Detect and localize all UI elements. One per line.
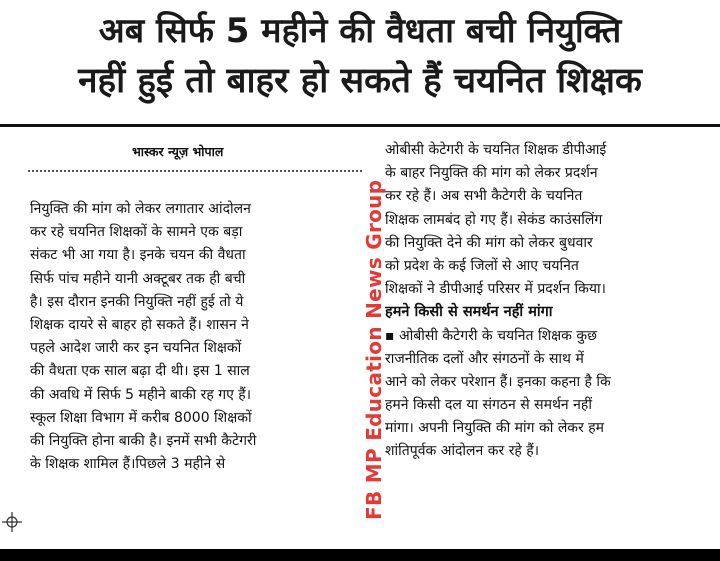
body-line: की वैधता एक साल बढ़ा दी थी। इस 1 साल: [30, 363, 250, 380]
body-line: राजनीतिक दलों और संगठनों के साथ में: [385, 350, 584, 367]
body-line: शांतिपूर्वक आंदोलन कर रहे हैं।: [385, 443, 540, 460]
body-line: ओबीसी केटेगरी के चयनित शिक्षक डीपीआई: [385, 142, 607, 158]
headline-line-2: नहीं हुई तो बाहर हो सकते हैं चयनित शिक्षक: [78, 61, 642, 101]
body-line: शिक्षकों ने डीपीआई परिसर में प्रदर्शन किया।: [385, 281, 606, 298]
body-line: नियुक्ति की मांग को लेकर लगातार आंदोलन: [30, 201, 251, 217]
body-line: की नियुक्ति होना बाकी है। इनमें सभी कैटेगरी: [30, 432, 257, 449]
body-line: सिर्फ पांच महीने यानी अक्टूबर तक ही बची: [30, 270, 246, 287]
body-line: के बाहर नियुक्ति की मांग को लेकर प्रदर्शन: [385, 165, 598, 182]
body-line: की अवधि में सिर्फ 5 महीने बाकी रह गए हैं।: [30, 386, 252, 403]
body-line: हमने किसी दल या संगठन से समर्थन नहीं: [385, 397, 592, 414]
byline: भास्कर न्यूज़ भोपाल: [132, 144, 224, 159]
body-line: आने को लेकर परेशान हैं। इनका कहना है कि: [385, 373, 611, 390]
group-watermark: FB MP Education News Group: [362, 179, 386, 520]
headline-line-1: अब सिर्फ 5 महीने की वैधता बची नियुक्ति: [98, 11, 622, 51]
registration-mark-icon: [2, 512, 22, 532]
byline-dotted-rule: [28, 170, 362, 172]
section-subheading: हमने किसी से समर्थन नहीं मांगा: [385, 304, 553, 321]
right-column: [385, 139, 717, 464]
body-line: स्कूल शिक्षा विभाग में करीब 8000 शिक्षकों: [30, 409, 252, 426]
body-line: को प्रदेश के कई जिलों से आए चयनित: [385, 257, 579, 274]
body-line: पहले आदेश जारी कर इन चयनित शिक्षकों: [30, 340, 242, 357]
body-line: की नियुक्ति देने की मांग को लेकर बुधवार: [385, 234, 593, 251]
bottom-border: [0, 549, 720, 561]
left-column: [30, 198, 366, 476]
body-line: है। इस दौरान इनकी नियुक्ति नहीं हुई तो ये: [30, 293, 244, 310]
headline-divider: [0, 124, 720, 127]
body-line: ▪ ओबीसी कैटेगरी के चयनित शिक्षक कुछ: [385, 327, 597, 344]
body-line: शिक्षक लामबंद हो गए हैं। सेकंड काउंसलिंग: [385, 211, 603, 228]
body-line: मांगा। अपनी नियुक्ति की मांग को लेकर हम: [385, 420, 605, 437]
body-line: संकट भी आ गया है। इनके चयन की वैधता: [30, 247, 246, 264]
body-line: कर रहे हैं। अब सभी कैटेगरी के चयनित: [385, 188, 583, 205]
body-line: के शिक्षक शामिल हैं।पिछले 3 महीने से: [30, 456, 226, 473]
article-headline: [0, 6, 720, 106]
body-line: कर रहे चयनित शिक्षकों के सामने एक बड़ा: [30, 224, 243, 241]
body-line: शिक्षक दायरे से बाहर हो सकते हैं। शासन ने: [30, 316, 249, 333]
